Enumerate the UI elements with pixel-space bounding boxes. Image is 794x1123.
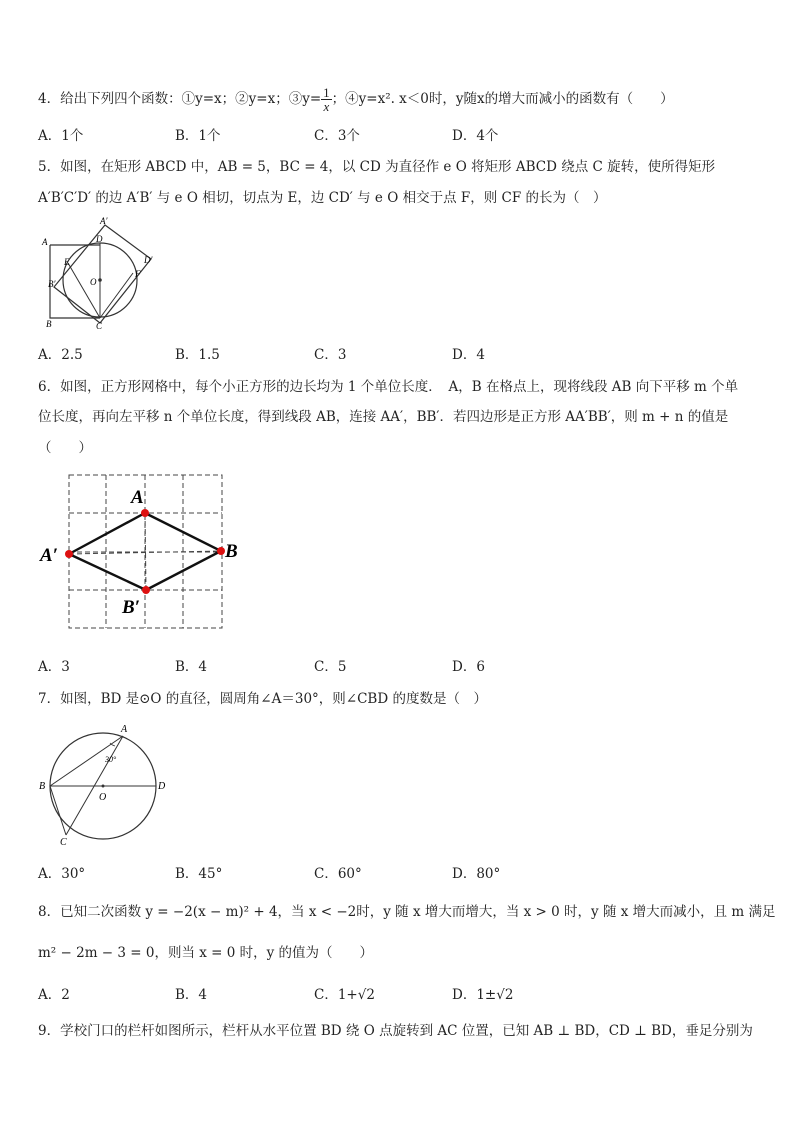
q7-label-o: O xyxy=(99,792,107,803)
q6-option-d[interactable]: D．6 xyxy=(452,659,485,675)
q6-label-a: A xyxy=(131,487,144,508)
q4-option-d[interactable]: D．4个 xyxy=(452,128,499,144)
q5-label-b: B xyxy=(46,319,52,329)
q6-point-a1 xyxy=(65,550,73,558)
q7-stem: 7．如图，BD 是⊙O 的直径，圆周角∠A＝30°，则∠CBD 的度数是（ ） xyxy=(38,691,487,707)
q4-fraction xyxy=(321,86,332,113)
q6-label-b: B xyxy=(225,541,238,562)
q6-point-a xyxy=(141,509,149,517)
q7-label-a: A xyxy=(121,724,128,735)
q8-option-a[interactable]: A．2 xyxy=(38,987,70,1003)
q5-stem-line1: 5．如图，在矩形 ABCD 中，AB = 5，BC = 4，以 CD 为直径作 e O 将矩形 ABCD 绕点 C 旋转，使所得矩形 xyxy=(38,159,716,175)
q5-figure xyxy=(38,215,163,331)
q6-option-a[interactable]: A．3 xyxy=(38,659,70,675)
q7-angle-label: 30° xyxy=(105,755,117,764)
q4-stem-prefix: 4．给出下列四个函数：①y=x；②y=x；③y= xyxy=(38,91,322,107)
q5-label-d1: D′ xyxy=(144,255,153,265)
q6-point-b xyxy=(217,547,225,555)
q6-point-b1 xyxy=(142,586,150,594)
q6-figure xyxy=(38,465,253,635)
q5-label-e: E xyxy=(64,257,70,267)
q4-option-c[interactable]: C．3个 xyxy=(314,128,360,144)
q5-option-d[interactable]: D．4 xyxy=(452,347,485,363)
q5-label-f: F xyxy=(135,269,141,279)
q7-option-d[interactable]: D．80° xyxy=(452,866,501,882)
q8-option-b[interactable]: B．4 xyxy=(175,987,208,1003)
q4-option-b[interactable]: B．1个 xyxy=(175,128,221,144)
q7-label-d: D xyxy=(158,781,166,792)
q5-option-c[interactable]: C．3 xyxy=(314,347,347,363)
q7-option-b[interactable]: B．45° xyxy=(175,866,223,882)
q8-option-c[interactable]: C．1+√2 xyxy=(314,987,375,1003)
q5-label-o: O xyxy=(90,277,97,287)
q5-label-b1: B′ xyxy=(48,279,56,289)
q6-label-a1: A′ xyxy=(40,545,59,566)
q8-option-d[interactable]: D．1±√2 xyxy=(452,987,514,1003)
q8-stem-line1: 8．已知二次函数 y = −2(x − m)² + 4，当 x < −2时，y 随 x 增大而增大，当 x > 0 时，y 随 x 增大而减小，且 m 满足 xyxy=(38,904,776,920)
q5-label-a: A xyxy=(42,237,48,247)
q6-stem-line2: 位长度，再向左平移 n 个单位长度，得到线段 AB，连接 AA′，BB′．若四边形是正方形 AA′BB′，则 m + n 的值是 xyxy=(38,409,729,425)
q7-label-c: C xyxy=(60,837,67,848)
q4-option-a[interactable]: A．1个 xyxy=(38,128,84,144)
q6-stem-line1: 6．如图，正方形网格中，每个小正方形的边长均为 1 个单位长度． A，B 在格点上，现将线段 AB 向下平移 m 个单 xyxy=(38,379,739,395)
q6-stem-line3: （ ） xyxy=(38,440,92,456)
q9-stem-line1: 9．学校门口的栏杆如图所示，栏杆从水平位置 BD 绕 O 点旋转到 AC 位置，已知 AB ⊥ BD，CD ⊥ BD，垂足分别为 xyxy=(38,1023,753,1039)
q5-option-a[interactable]: A．2.5 xyxy=(38,347,83,363)
q6-option-c[interactable]: C．5 xyxy=(314,659,347,675)
q5-label-d: D xyxy=(96,234,103,244)
q8-stem-line2: m² − 2m − 3 = 0，则当 x = 0 时，y 的值为（ ） xyxy=(38,945,374,961)
q4-fraction-denominator: x xyxy=(323,99,330,114)
q7-option-c[interactable]: C．60° xyxy=(314,866,362,882)
q5-option-b[interactable]: B．1.5 xyxy=(175,347,220,363)
q6-label-b1: B′ xyxy=(122,597,141,618)
q5-label-c: C xyxy=(96,321,103,331)
q7-label-b: B xyxy=(39,781,46,792)
q4-fraction-numerator: 1 xyxy=(323,85,330,100)
q4-stem-suffix: ；④y=x². x＜0时，y随x的增大而减小的函数有（ ） xyxy=(331,91,674,107)
q7-option-a[interactable]: A．30° xyxy=(38,866,86,882)
q7-figure xyxy=(36,718,171,848)
q5-stem-line2: A′B′C′D′ 的边 A′B′ 与 e O 相切，切点为 E，边 CD′ 与 e O 相交于点 F，则 CF 的长为（ ） xyxy=(38,190,607,206)
q5-label-a1: A′ xyxy=(100,216,108,226)
q6-option-b[interactable]: B．4 xyxy=(175,659,208,675)
q4-stem xyxy=(38,86,674,113)
